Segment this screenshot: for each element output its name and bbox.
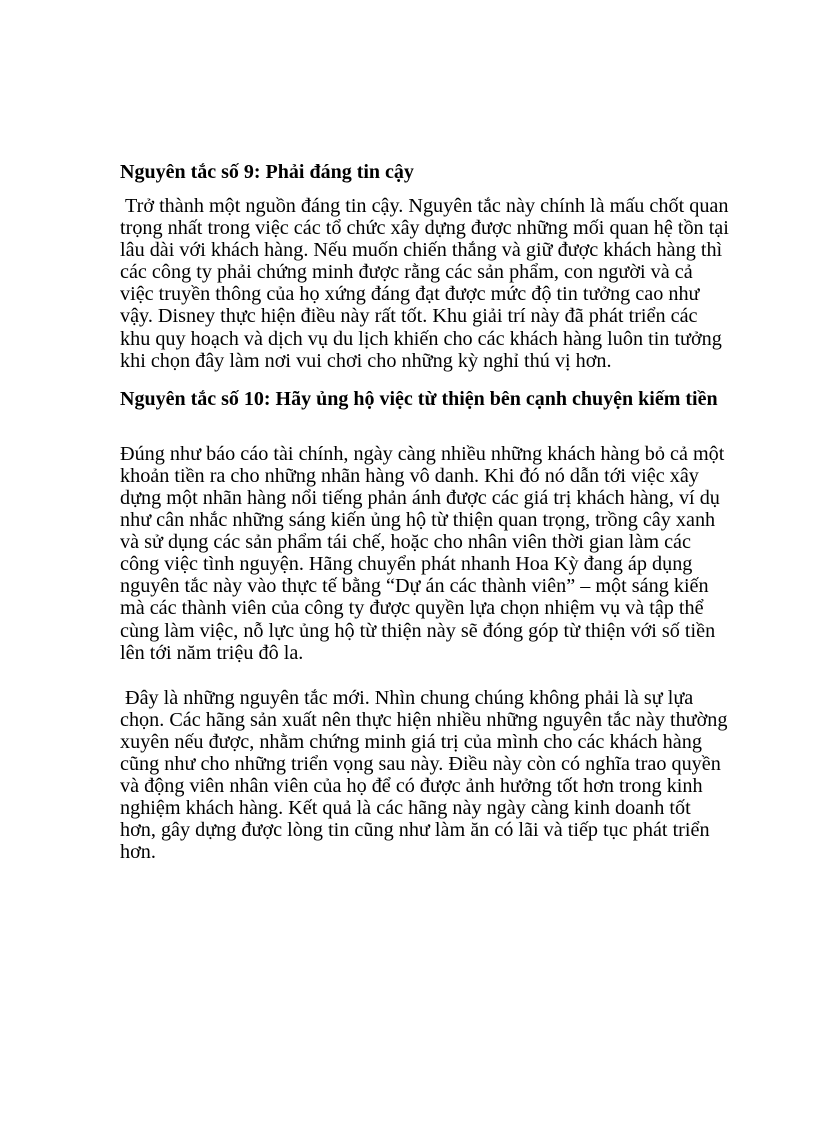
section-10-paragraph: Đúng như báo cáo tài chính, ngày càng nhiều những khách hàng bỏ cả một khoản tiền ra cho những nhãn hàng vô danh. Khi đó nó dẫn tới việc xây dựng một nhãn hàng nổi tiếng phản ánh được các giá trị khách hàng, ví dụ như cân nhắc những sáng kiến ủng hộ từ thiện quan trọng, trồng cây xanh và sử dụng các sản phẩm tái chế, hoặc cho nhân viên thời gian làm các công việc tình nguyện. Hãng chuyển phát nhanh Hoa Kỳ đang áp dụng nguyên tắc này vào thực tế bằng “Dự án các thành viên” – một sáng kiến mà các thành viên của công ty được quyền lựa chọn nhiệm vụ và tập thể cùng làm việc, nỗ lực ủng hộ từ thiện này sẽ đóng góp từ thiện với số tiền lên tới năm triệu đô la. xyxy=(120,442,725,664)
section-9-heading: Nguyên tắc số 9: Phải đáng tin cậy xyxy=(120,161,414,183)
conclusion-paragraph: Đây là những nguyên tắc mới. Nhìn chung chúng không phải là sự lựa chọn. Các hãng sản xuất nên thực hiện nhiều những nguyên tắc này thường xuyên nếu được, nhằm chứng minh giá trị của mình cho các khách hàng cũng như cho những triển vọng sau này. Điều này còn có nghĩa trao quyền và động viên nhân viên của họ để có được ảnh hưởng tốt hơn trong kinh nghiệm khách hàng. Kết quả là các hãng này ngày càng kinh doanh tốt hơn, gây dựng được lòng tin cũng như làm ăn có lãi và tiếp tục phát triển hơn. xyxy=(120,686,728,864)
section-10-heading: Nguyên tắc số 10: Hãy ủng hộ việc từ thiện bên cạnh chuyện kiếm tiền xyxy=(120,387,718,410)
document-page xyxy=(120,160,730,863)
section-9-paragraph: Trở thành một nguồn đáng tin cậy. Nguyên tắc này chính là mấu chốt quan trọng nhất trong việc các tổ chức xây dựng được những mối quan hệ tồn tại lâu dài với khách hàng. Nếu muốn chiến thắng và giữ được khách hàng thì các công ty phải chứng minh được rằng các sản phẩm, con người và cả việc truyền thông của họ xứng đáng đạt được mức độ tin tưởng cao như vậy. Disney thực hiện điều này rất tốt. Khu giải trí này đã phát triển các khu quy hoạch và dịch vụ du lịch khiến cho các khách hàng luôn tin tưởng khi chọn đây làm nơi vui chơi cho những kỳ nghỉ thú vị hơn. xyxy=(120,195,729,372)
